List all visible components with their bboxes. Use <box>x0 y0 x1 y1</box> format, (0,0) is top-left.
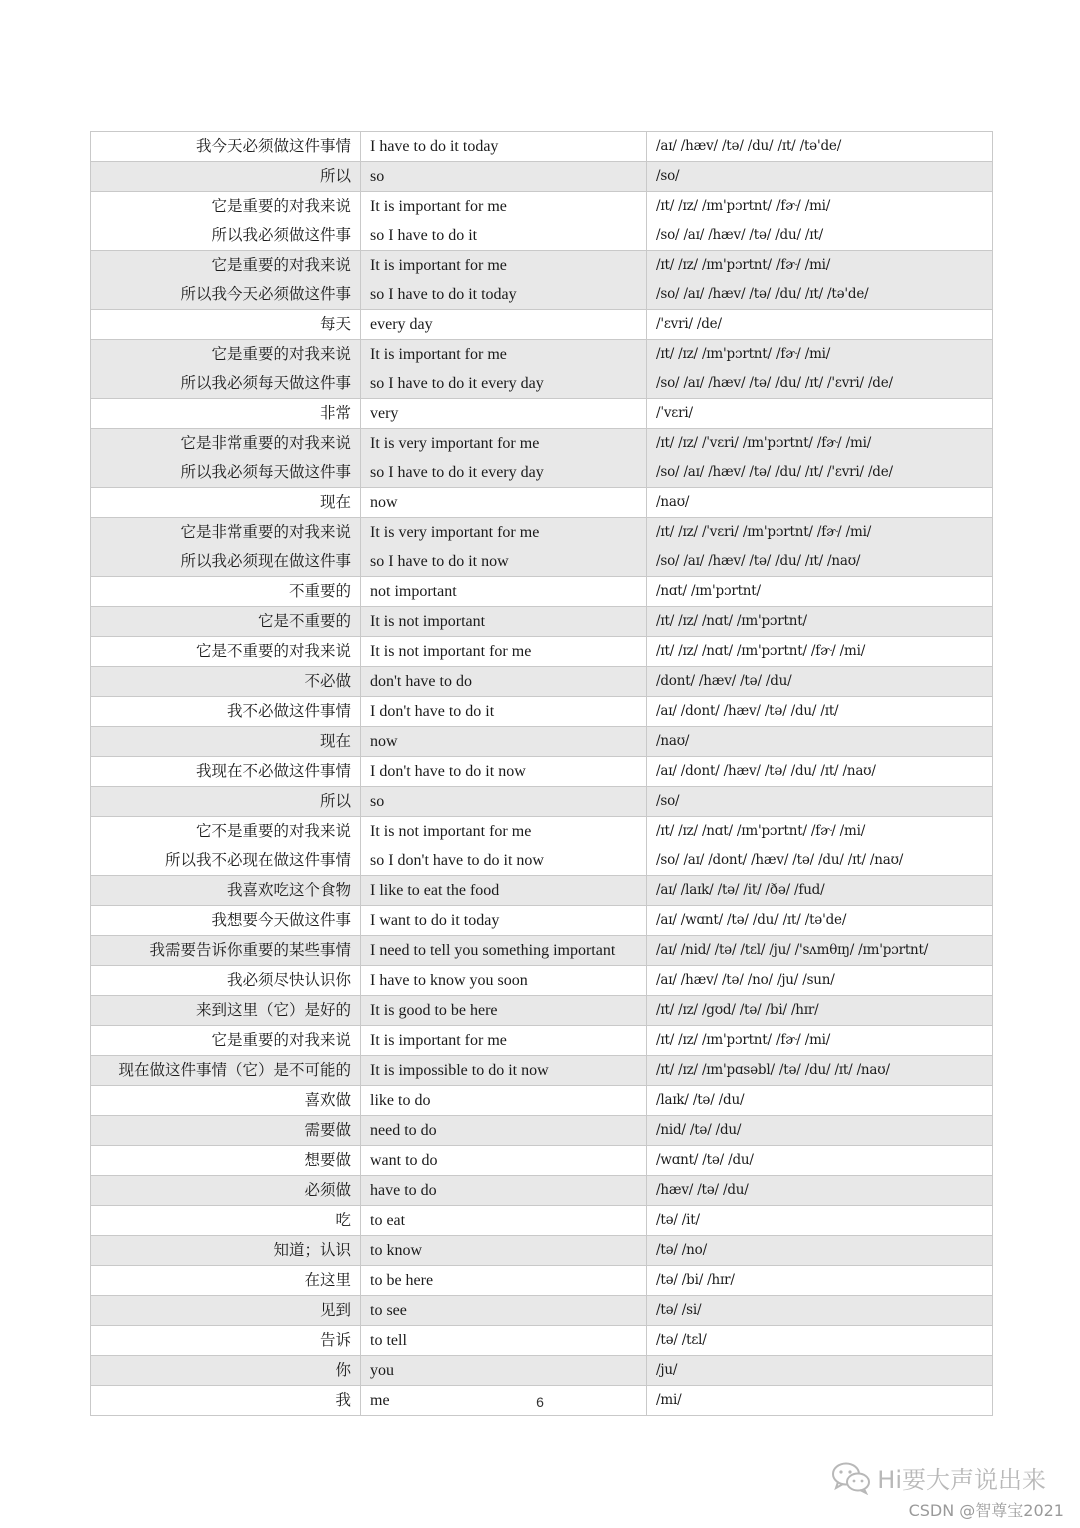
phonetic-cell <box>647 1056 993 1086</box>
chinese-cell <box>91 697 361 727</box>
phonetic-text: /aɪ/ /wɑnt/ /tə/ /du/ /ɪt/ /tə'de/ <box>656 912 847 928</box>
english-text: It is not important for me <box>370 643 532 660</box>
table-row <box>91 966 993 996</box>
chinese-cell <box>91 906 361 936</box>
phonetic-cell <box>647 399 993 429</box>
table-row <box>91 697 993 727</box>
english-text: It is not important <box>370 613 486 630</box>
english-text: to be here <box>370 1272 434 1289</box>
table-row <box>91 1086 993 1116</box>
table-row <box>91 936 993 966</box>
english-cell <box>361 429 647 488</box>
english-cell <box>361 162 647 192</box>
english-text: I don't have to do it now <box>370 763 526 780</box>
chinese-text: 所以我今天必须做这件事 <box>180 285 351 303</box>
chinese-cell <box>91 251 361 310</box>
chinese-text: 必须做 <box>304 1181 351 1199</box>
english-text: I don't have to do it <box>370 703 495 720</box>
english-text: so I have to do it every day <box>370 464 544 481</box>
chinese-cell <box>91 966 361 996</box>
phonetic-cell <box>647 192 993 251</box>
chinese-cell <box>91 1176 361 1206</box>
chinese-text: 它是重要的对我来说 <box>211 1031 351 1049</box>
phonetic-text: /so/ /aɪ/ /hæv/ /tə/ /du/ /ɪt/ /'ɛvri/ /de/ <box>656 375 893 391</box>
chinese-text: 所以我必须做这件事 <box>211 226 351 244</box>
chinese-text: 它是重要的对我来说 <box>211 256 351 274</box>
english-cell <box>361 637 647 667</box>
english-cell <box>361 1146 647 1176</box>
phonetic-text: /aɪ/ /hæv/ /tə/ /no/ /ju/ /sun/ <box>656 972 835 988</box>
table-row <box>91 429 993 488</box>
table-row <box>91 1056 993 1086</box>
chinese-cell <box>91 1266 361 1296</box>
phonetic-cell <box>647 787 993 817</box>
english-cell <box>361 757 647 787</box>
chinese-cell <box>91 1116 361 1146</box>
phonetic-text: /so/ /aɪ/ /hæv/ /tə/ /du/ /ɪt/ /tə'de/ <box>656 286 869 302</box>
phonetic-text: /mi/ <box>656 1392 682 1408</box>
chinese-text: 我想要今天做这件事 <box>211 911 351 929</box>
english-text: every day <box>370 316 433 333</box>
english-cell <box>361 310 647 340</box>
english-text: It is not important for me <box>370 823 532 840</box>
chinese-text: 我不必做这件事情 <box>226 702 351 720</box>
phonetic-text: /aɪ/ /nid/ /tə/ /tɛl/ /ju/ /'sʌmθɪŋ/ /ɪm'pɔrtnt/ <box>656 942 929 958</box>
english-cell <box>361 817 647 876</box>
chinese-text: 它是不重要的 <box>257 612 351 630</box>
english-text: you <box>370 1362 394 1379</box>
phonetic-cell <box>647 966 993 996</box>
chinese-text: 不重要的 <box>288 582 351 600</box>
english-cell <box>361 1176 647 1206</box>
phonetic-text: /ɪt/ /ɪz/ /ɪm'pɔrtnt/ /fɚ/ /mi/ <box>656 198 831 214</box>
table-row <box>91 162 993 192</box>
chinese-cell <box>91 1356 361 1386</box>
phonetic-text: /ɪt/ /ɪz/ /ˈvɛri/ /ɪm'pɔrtnt/ /fɚ/ /mi/ <box>656 524 872 540</box>
phonetic-cell <box>647 1266 993 1296</box>
phonetic-text: /ɪt/ /ɪz/ /ɪm'pɔrtnt/ /fɚ/ /mi/ <box>656 1032 831 1048</box>
chinese-text: 在这里 <box>304 1271 351 1289</box>
phonetic-cell <box>647 1176 993 1206</box>
english-cell <box>361 906 647 936</box>
phonetic-text: /'ɛvri/ /de/ <box>656 316 722 332</box>
chinese-cell <box>91 1326 361 1356</box>
table-row <box>91 1236 993 1266</box>
english-text: so <box>370 793 385 810</box>
phonetic-text: /ˈvɛri/ <box>656 405 693 421</box>
phonetic-cell <box>647 607 993 637</box>
chinese-cell <box>91 132 361 162</box>
english-text: I want to do it today <box>370 912 500 929</box>
table-row <box>91 727 993 757</box>
phonetic-text: /ɪt/ /ɪz/ /gʊd/ /tə/ /bi/ /hɪr/ <box>656 1002 819 1018</box>
phonetic-cell <box>647 906 993 936</box>
phonetic-cell <box>647 1236 993 1266</box>
table-row <box>91 1116 993 1146</box>
english-cell <box>361 132 647 162</box>
english-text: not important <box>370 583 457 600</box>
english-cell <box>361 966 647 996</box>
english-text: don't have to do <box>370 673 472 690</box>
english-text: It is important for me <box>370 1032 507 1049</box>
phonetic-text: /ɪt/ /ɪz/ /nɑt/ /ɪm'pɔrtnt/ /fɚ/ /mi/ <box>656 643 866 659</box>
english-text: want to do <box>370 1152 438 1169</box>
phonetic-text: /naʊ/ <box>656 494 690 510</box>
chinese-cell <box>91 787 361 817</box>
english-cell <box>361 1296 647 1326</box>
phonetic-cell <box>647 727 993 757</box>
english-text: to eat <box>370 1212 406 1229</box>
phonetic-cell <box>647 1146 993 1176</box>
chinese-text: 喜欢做 <box>304 1091 351 1109</box>
phonetic-text: /ɪt/ /ɪz/ /nɑt/ /ɪm'pɔrtnt/ /fɚ/ /mi/ <box>656 823 866 839</box>
phonetic-text: /aɪ/ /hæv/ /tə/ /du/ /ɪt/ /tə'de/ <box>656 138 842 154</box>
table-row <box>91 996 993 1026</box>
english-text: me <box>370 1392 390 1409</box>
phonetic-cell <box>647 1296 993 1326</box>
chinese-cell <box>91 577 361 607</box>
phonetic-text: /dont/ /hæv/ /tə/ /du/ <box>656 673 792 689</box>
english-cell <box>361 251 647 310</box>
chinese-text: 见到 <box>319 1301 351 1319</box>
chinese-text: 我喜欢吃这个食物 <box>226 881 351 899</box>
phonetic-cell <box>647 518 993 577</box>
chinese-text: 所以我必须每天做这件事 <box>180 374 351 392</box>
chinese-cell <box>91 518 361 577</box>
chinese-cell <box>91 757 361 787</box>
english-text: so I have to do it every day <box>370 375 544 392</box>
english-cell <box>361 1236 647 1266</box>
english-text: now <box>370 733 398 750</box>
phonetic-text: /hæv/ /tə/ /du/ <box>656 1182 749 1198</box>
table-row <box>91 876 993 906</box>
chinese-text: 所以 <box>319 792 351 810</box>
phonetic-text: /so/ <box>656 793 680 809</box>
chinese-text: 我必须尽快认识你 <box>226 971 351 989</box>
chinese-cell <box>91 399 361 429</box>
table-row <box>91 1176 993 1206</box>
english-cell <box>361 1056 647 1086</box>
chinese-cell <box>91 310 361 340</box>
english-cell <box>361 488 647 518</box>
english-text: so I have to do it today <box>370 286 517 303</box>
phonetic-text: /ɪt/ /ɪz/ /ˈvɛri/ /ɪm'pɔrtnt/ /fɚ/ /mi/ <box>656 435 872 451</box>
chinese-text: 现在 <box>319 732 351 750</box>
chinese-text: 来到这里（它）是好的 <box>195 1001 351 1019</box>
english-text: now <box>370 494 398 511</box>
english-cell <box>361 876 647 906</box>
chinese-text: 所以 <box>319 167 351 185</box>
english-cell <box>361 192 647 251</box>
phonetic-cell <box>647 1356 993 1386</box>
phonetic-cell <box>647 876 993 906</box>
chinese-cell <box>91 637 361 667</box>
phonetic-cell <box>647 1326 993 1356</box>
english-text: I have to do it today <box>370 138 499 155</box>
chinese-cell <box>91 876 361 906</box>
chinese-text: 你 <box>335 1361 351 1379</box>
phonetic-cell <box>647 488 993 518</box>
chinese-text: 非常 <box>319 404 351 422</box>
chinese-text: 每天 <box>319 315 351 333</box>
phonetic-text: /aɪ/ /dont/ /hæv/ /tə/ /du/ /ɪt/ <box>656 703 839 719</box>
english-cell <box>361 399 647 429</box>
chinese-text: 它是不重要的对我来说 <box>195 642 351 660</box>
chinese-cell <box>91 1086 361 1116</box>
english-cell <box>361 936 647 966</box>
english-cell <box>361 577 647 607</box>
chinese-text: 我需要告诉你重要的某些事情 <box>149 941 351 959</box>
phonetic-text: /so/ /aɪ/ /hæv/ /tə/ /du/ /ɪt/ /'ɛvri/ /de/ <box>656 464 893 480</box>
chinese-cell <box>91 936 361 966</box>
phonetic-text: /laɪk/ /tə/ /du/ <box>656 1092 745 1108</box>
phonetic-cell <box>647 251 993 310</box>
chinese-text: 我现在不必做这件事情 <box>195 762 351 780</box>
english-text: I need to tell you something important <box>370 942 616 959</box>
english-cell <box>361 518 647 577</box>
english-cell <box>361 1266 647 1296</box>
chinese-cell <box>91 162 361 192</box>
english-cell <box>361 697 647 727</box>
english-text: It is important for me <box>370 198 507 215</box>
table-row <box>91 340 993 399</box>
chinese-cell <box>91 667 361 697</box>
phonetic-cell <box>647 667 993 697</box>
chinese-cell <box>91 192 361 251</box>
phonetic-text: /so/ /aɪ/ /hæv/ /tə/ /du/ /ɪt/ <box>656 227 823 243</box>
table-row <box>91 817 993 876</box>
phonetic-text: /tə/ /no/ <box>656 1242 707 1258</box>
table-row <box>91 518 993 577</box>
phonetic-cell <box>647 577 993 607</box>
watermark-csdn: CSDN @智尊宝2021 <box>908 1501 1064 1520</box>
chinese-cell <box>91 817 361 876</box>
english-text: so I have to do it now <box>370 553 509 570</box>
english-cell <box>361 1356 647 1386</box>
chinese-cell <box>91 1236 361 1266</box>
phonetic-text: /ɪt/ /ɪz/ /ɪm'pɔrtnt/ /fɚ/ /mi/ <box>656 257 831 273</box>
chinese-text: 需要做 <box>304 1121 351 1139</box>
phonetic-cell <box>647 697 993 727</box>
table-row <box>91 1326 993 1356</box>
english-cell <box>361 996 647 1026</box>
table-row <box>91 1146 993 1176</box>
english-text: have to do <box>370 1182 437 1199</box>
chinese-cell <box>91 1146 361 1176</box>
chinese-text: 知道；认识 <box>273 1241 351 1259</box>
table-row <box>91 757 993 787</box>
chinese-cell <box>91 1296 361 1326</box>
chinese-cell <box>91 1026 361 1056</box>
phonetic-text: /ɪt/ /ɪz/ /ɪm'pɔrtnt/ /fɚ/ /mi/ <box>656 346 831 362</box>
phonetic-text: /tə/ /tɛl/ <box>656 1332 707 1348</box>
chinese-cell <box>91 996 361 1026</box>
phonetic-cell <box>647 1086 993 1116</box>
english-text: so <box>370 168 385 185</box>
phonetic-cell <box>647 429 993 488</box>
table-row <box>91 1266 993 1296</box>
english-cell <box>361 1116 647 1146</box>
phonetic-text: /nɑt/ /ɪm'pɔrtnt/ <box>656 583 761 599</box>
table-row <box>91 577 993 607</box>
english-cell <box>361 727 647 757</box>
chinese-text: 所以我必须每天做这件事 <box>180 463 351 481</box>
english-cell <box>361 1026 647 1056</box>
chinese-cell <box>91 1206 361 1236</box>
english-text: so I don't have to do it now <box>370 852 544 869</box>
chinese-text: 告诉 <box>319 1331 351 1349</box>
chinese-text: 它是非常重要的对我来说 <box>180 434 351 452</box>
phonetic-cell <box>647 132 993 162</box>
english-text: to see <box>370 1302 407 1319</box>
english-cell <box>361 340 647 399</box>
chinese-text: 吃 <box>335 1211 351 1229</box>
phonetic-cell <box>647 1026 993 1056</box>
english-cell <box>361 1086 647 1116</box>
table-row <box>91 1356 993 1386</box>
chinese-text: 它是重要的对我来说 <box>211 345 351 363</box>
phonetic-text: /ju/ <box>656 1362 678 1378</box>
english-text: need to do <box>370 1122 437 1139</box>
phonetic-cell <box>647 996 993 1026</box>
english-text: It is important for me <box>370 346 507 363</box>
chinese-text: 不必做 <box>304 672 351 690</box>
chinese-text: 所以我必须现在做这件事 <box>180 552 351 570</box>
table-row <box>91 906 993 936</box>
chinese-text: 我今天必须做这件事情 <box>195 137 351 155</box>
table-row <box>91 787 993 817</box>
table-row <box>91 132 993 162</box>
english-text: It is very important for me <box>370 524 540 541</box>
english-cell <box>361 1206 647 1236</box>
phonetic-text: /so/ /aɪ/ /dont/ /hæv/ /tə/ /du/ /ɪt/ /naʊ/ <box>656 852 904 868</box>
phonetic-cell <box>647 340 993 399</box>
chinese-text: 我 <box>335 1391 351 1409</box>
english-text: to tell <box>370 1332 407 1349</box>
english-text: I have to know you soon <box>370 972 528 989</box>
phonetic-text: /tə/ /bi/ /hɪr/ <box>656 1272 735 1288</box>
english-text: so I have to do it <box>370 227 478 244</box>
english-cell <box>361 667 647 697</box>
phonetic-cell <box>647 310 993 340</box>
phonetic-cell <box>647 637 993 667</box>
table-row <box>91 637 993 667</box>
chinese-cell <box>91 1056 361 1086</box>
phonetic-cell <box>647 1116 993 1146</box>
chinese-cell <box>91 340 361 399</box>
table-row <box>91 399 993 429</box>
phonetic-text: /wɑnt/ /tə/ /du/ <box>656 1152 754 1168</box>
chinese-text: 它是重要的对我来说 <box>211 197 351 215</box>
table-row <box>91 310 993 340</box>
english-text: It is good to be here <box>370 1002 498 1019</box>
table-row <box>91 1206 993 1236</box>
phonetic-text: /so/ <box>656 168 680 184</box>
chinese-cell <box>91 429 361 488</box>
page-number: 6 <box>536 1394 544 1410</box>
table-row <box>91 1296 993 1326</box>
phonetic-cell <box>647 817 993 876</box>
phonetic-text: /nid/ /tə/ /du/ <box>656 1122 742 1138</box>
table-row <box>91 251 993 310</box>
chinese-cell <box>91 607 361 637</box>
english-text: It is important for me <box>370 257 507 274</box>
wechat-icon <box>831 1461 871 1495</box>
phonetic-text: /tə/ /si/ <box>656 1302 702 1318</box>
phonetic-text: /tə/ /it/ <box>656 1212 700 1228</box>
table-row <box>91 607 993 637</box>
phonetic-cell <box>647 162 993 192</box>
chinese-text: 想要做 <box>304 1151 351 1169</box>
english-text: very <box>370 405 399 422</box>
phonetic-cell <box>647 936 993 966</box>
phonetic-cell <box>647 757 993 787</box>
phonetic-cell <box>647 1206 993 1236</box>
chinese-text: 现在做这件事情（它）是不可能的 <box>118 1061 351 1079</box>
chinese-text: 它不是重要的对我来说 <box>195 822 351 840</box>
chinese-text: 现在 <box>319 493 351 511</box>
table-row <box>91 1026 993 1056</box>
chinese-cell <box>91 488 361 518</box>
phonetic-text: /ɪt/ /ɪz/ /nɑt/ /ɪm'pɔrtnt/ <box>656 613 807 629</box>
watermark-account-name: Hi要大声说出来 <box>877 1466 1046 1494</box>
chinese-text: 它是非常重要的对我来说 <box>180 523 351 541</box>
table-row <box>91 488 993 518</box>
english-text: It is very important for me <box>370 435 540 452</box>
english-text: It is impossible to do it now <box>370 1062 549 1079</box>
phonetic-text: /aɪ/ /laɪk/ /tə/ /it/ /ðə/ /fud/ <box>656 882 825 898</box>
chinese-cell <box>91 727 361 757</box>
phonetic-text: /aɪ/ /dont/ /hæv/ /tə/ /du/ /ɪt/ /naʊ/ <box>656 763 876 779</box>
phonetic-text: /so/ /aɪ/ /hæv/ /tə/ /du/ /ɪt/ /naʊ/ <box>656 553 861 569</box>
phonetic-text: /naʊ/ <box>656 733 690 749</box>
english-text: like to do <box>370 1092 431 1109</box>
english-cell <box>361 787 647 817</box>
english-text: I like to eat the food <box>370 882 500 899</box>
vocab-table <box>90 131 993 1416</box>
english-text: to know <box>370 1242 422 1259</box>
chinese-text: 所以我不必现在做这件事情 <box>164 851 351 869</box>
vocab-table-body <box>91 132 993 1416</box>
watermark-account <box>831 1460 1046 1495</box>
english-cell <box>361 1326 647 1356</box>
english-cell <box>361 607 647 637</box>
table-row <box>91 192 993 251</box>
phonetic-text: /ɪt/ /ɪz/ /ɪm'pɑsəbl/ /tə/ /du/ /ɪt/ /naʊ/ <box>656 1062 890 1078</box>
table-row <box>91 667 993 697</box>
